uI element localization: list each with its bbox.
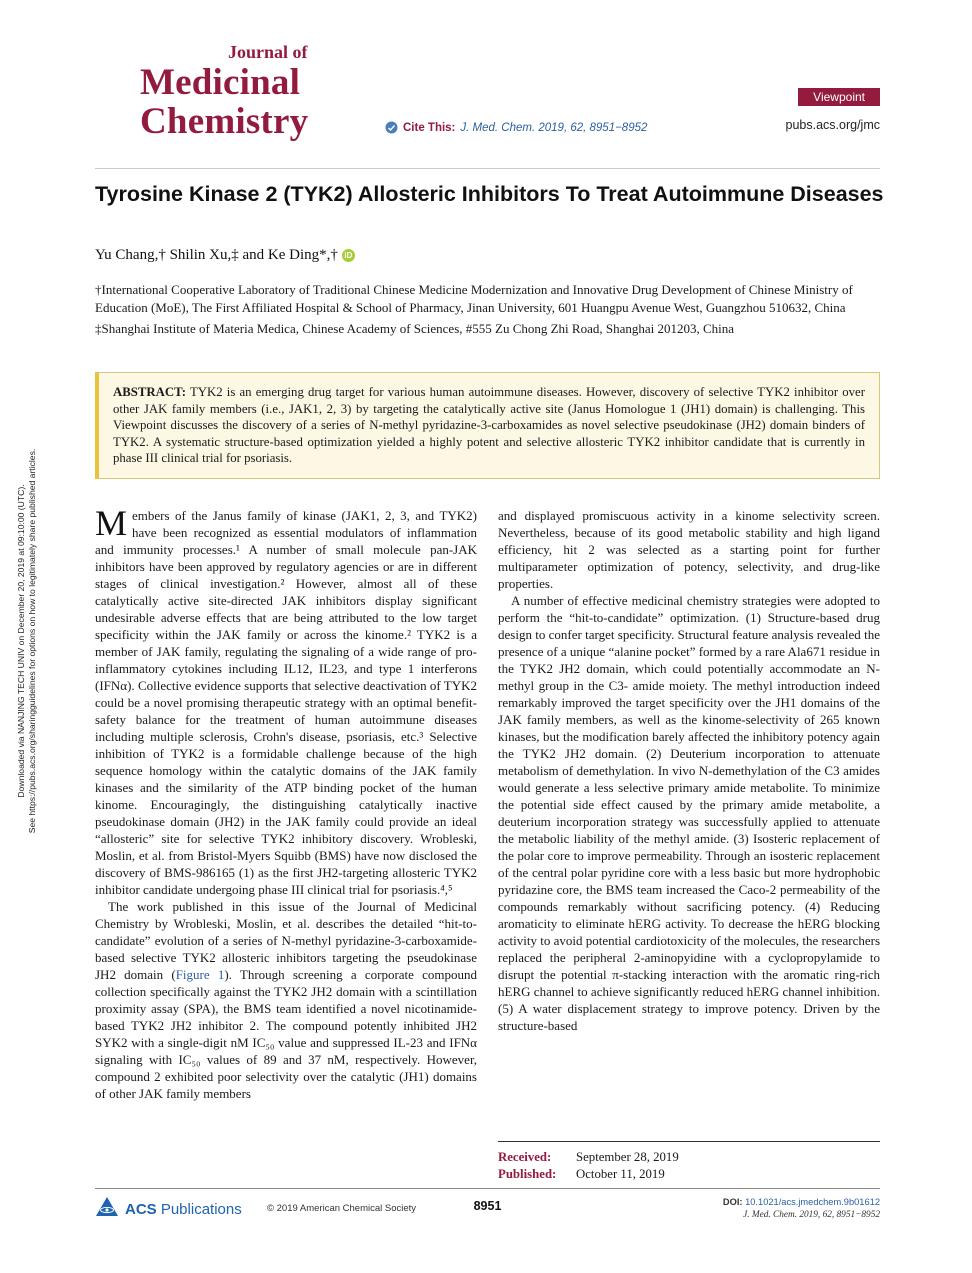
published-date: October 11, 2019 [576,1167,665,1181]
copyright-notice: © 2019 American Chemical Society [267,1203,417,1214]
paragraph-2 [95,898,477,1102]
dropcap: M [95,507,128,543]
download-stamp-line1: Downloaded via NANJING TECH UNIV on December 20, 2019 at 09:10:00 (UTC). [16,484,26,798]
paragraph-3: and displayed promiscuous activity in a kinome selectivity screen. Nevertheless, because of its good metabolic stability and high ligand efficiency, hit 2 was selected as a starting point for further multiparameter optimization of potency, selectivity, and drug-like properties. [498,508,880,591]
journal-website-link[interactable]: pubs.acs.org/jmc [785,118,880,132]
paragraph-4: A number of effective medicinal chemistry strategies were adopted to perform the “hit-to-candidate” optimization. (1) Structure-based drug design to confer target specificity. Structural feature analysis revealed the presence of a unique “alanine pocket” formed by a rare Ala671 residue in the TYK2 JH2 domain, which could potentially accommodate an N-methyl group in the C3- amide moiety. The methyl introduction indeed remarkably improved the target specificity over the JH1 domains of the JAK family members, as well as the kinome-selectivity of 265 known kinases, but the modification barely affected the inhibitory potency again the TYK2 JH2 domain. (2) Deuterium incorporation to attenuate metabolism of demethylation. In vivo N-demethylation of the C3 amides would generate a less selective primary amide metabolite. To minimize the potential side effect caused by the primary amide metabolite, a deuterium incorporation strategy was successfully applied to attenuate the metabolic liability of the methyl amide. (3) Isosteric replacement of the polar core to improve permeability. Through an isosteric replacement of the central polar pyridine core with a less basic but more hydrophobic pyridazine core, the BMS team increased the Caco-2 permeability of the compounds remarkably without sacrificing potency. (4) Reducing aromaticity to eliminate hERG activity. To decrease the hERG blocking activity to avoid potential cardiotoxicity of the molecules, the researchers replaced the peripheral 2-aminopyidine with a cyclopropylamide to disrupt the potential π-stacking interaction with the aromatic ring-rich hERG channel to achieve significantly reduced hERG channel inhibition. (5) A water displacement strategy to improve potency. Driven by the structure-based [498,593,880,1033]
affiliation-1: †International Cooperative Laboratory of Traditional Chinese Medicine Modernization and Innovative Drug Development of Chinese Ministry of Education (MoE), The First Affiliated Hospital & School of Pharmacy, Jinan University, 601 Huangpu Avenue West, Guangzhou 510632, China [95,282,853,315]
figure-1-link[interactable]: Figure 1 [175,967,225,982]
author-line [95,247,355,264]
article-type-badge: Viewpoint [798,88,880,106]
affiliations [95,281,883,341]
footer-divider [95,1188,880,1189]
abstract-label: ABSTRACT: [113,385,187,399]
received-label: Received: [498,1150,552,1164]
dates-block [498,1141,880,1183]
published-label: Published: [498,1167,557,1181]
article-body [95,507,880,1183]
journal-citation: J. Med. Chem. 2019, 62, 8951−8952 [743,1209,880,1220]
paragraph-1-text: embers of the Janus family of kinase (JAK1, 2, 3, and TYK2) have been recognized as essential modulators of inflammation and immunity processes.¹ A number of small molecule pan-JAK inhibitors have been approved by regulatory agencies or are in different stages of clinical investigation.² However, almost all of these catalytically active site-directed JAK inhibitors display significant undesirable adverse effects that are being attributed to the low target specificity within the JAK family or across the kinome.² TYK2 is a member of JAK family, regulating the signaling of a wide range of pro-inflammatory cytokines including IL12, IL23, and type 1 interferons (IFNα). Collective evidence supports that selective deactivation of TYK2 could be a novel promising therapeutic strategy with an optimal benefit-safety balance for the treatment of human autoimmune diseases including multiple sclerosis, Crohn's disease, psoriasis, etc.³ Selective inhibition of TYK2 is a formidable challenge because of the high sequence homology within the catalytic domains of the JAK family kinases and the similarity of the ATP binding pocket of the human kinome. Encouragingly, the distinguishing catalytically inactive pseudokinase domain (JH2) in the JAK family could provide an ideal “allosteric” site for selective TYK2 inhibitory discovery. Wrobleski, Moslin, et al. from Bristol-Myers Squibb (BMS) have now disclosed the discovery of BMS-986165 (1) as the first JH2-targeting allosteric TYK2 inhibitor candidate undergoing phase III clinical trial for psoriasis.⁴,⁵ [95,508,477,897]
acs-text-bold: ACS [125,1200,157,1218]
cite-this-reference-link[interactable]: J. Med. Chem. 2019, 62, 8951−8952 [460,121,648,134]
published-row [498,1166,880,1183]
journal-logo-line3: Chemistry [140,101,309,142]
article-title: Tyrosine Kinase 2 (TYK2) Allosteric Inhibitors To Treat Autoimmune Diseases [95,182,884,206]
column-spacer [498,1034,880,1131]
acs-text-rest: Publications [156,1200,242,1218]
received-row [498,1149,880,1166]
paragraph-1 [95,507,477,898]
paragraph-2-text-b: ). Through screening a corporate compound collection specifically against the TYK2 JH2 domain with a scintillation proximity assay (SPA), the BMS team identified a novel nicotinamide-based TYK2 JH2 inhibitor 2. The compound potently inhibited JH2 SYK2 with a single-digit nM IC₅₀ value and suppressed IL-23 and IFNα signaling with IC₅₀ values of 89 and 37 nM, respectively. However, compound 2 exhibited poor selectivity over the catalytic (JH1) domains of other JAK family members [95,967,477,1101]
page-number: 8951 [473,1199,502,1213]
paragraph-2-text-a: The work published in this issue of the Journal of Medicinal Chemistry by Wrobleski, Moslin, et al. describes the detailed “hit-to-candidate” evolution of a series of N-methyl pyridazine-3-carboxamide-based selective TYK2 allosteric inhibitors targeting the pseudokinase JH2 domain ( [95,899,477,982]
journal-logo-line2: Medicinal [140,62,301,103]
doi-block [723,1196,880,1221]
doi-link[interactable]: 10.1021/acs.jmedchem.9b01612 [745,1197,880,1207]
cite-this-row [385,121,647,134]
abstract-box [95,372,880,479]
abstract-text: TYK2 is an emerging drug target for various human autoimmune diseases. However, discovery of selective TYK2 inhibitor over other JAK family members (i.e., JAK1, 2, 3) by targeting the catalytically active site (Janus Homologue 1 (JH1) domain) is challenging. This Viewpoint discusses the discovery of a series of N-methyl pyridazine-3-carboxamides as novel selective pseudokinase (JH2) domain binders of TYK2. A systematic structure-based optimization yielded a highly potent and selective allosteric TYK2 inhibitor candidate that is currently in phase III clinical trial for psoriasis. [113,385,865,465]
orcid-icon[interactable]: iD [342,249,355,262]
download-stamp [16,371,40,911]
doi-label: DOI: [722,1197,746,1207]
download-stamp-line2: See https://pubs.acs.org/sharingguidelines for options on how to legitimately share published articles. [27,448,37,834]
received-date: September 28, 2019 [576,1150,679,1164]
affiliation-2: ‡Shanghai Institute of Materia Medica, Chinese Academy of Sciences, #555 Zu Chong Zhi Road, Shanghai 201203, China [95,321,735,336]
cite-icon [385,121,398,134]
page-footer [95,1194,880,1238]
journal-logo-line1: Journal of [228,42,308,62]
body-column-left [95,507,477,1183]
journal-logo [140,42,308,141]
body-column-right [498,507,880,1183]
author-names: Yu Chang,† Shilin Xu,‡ and Ke Ding*,† [95,247,338,263]
cite-this-label: Cite This: [403,121,456,134]
doi-row [723,1196,880,1209]
header-divider [95,168,880,169]
